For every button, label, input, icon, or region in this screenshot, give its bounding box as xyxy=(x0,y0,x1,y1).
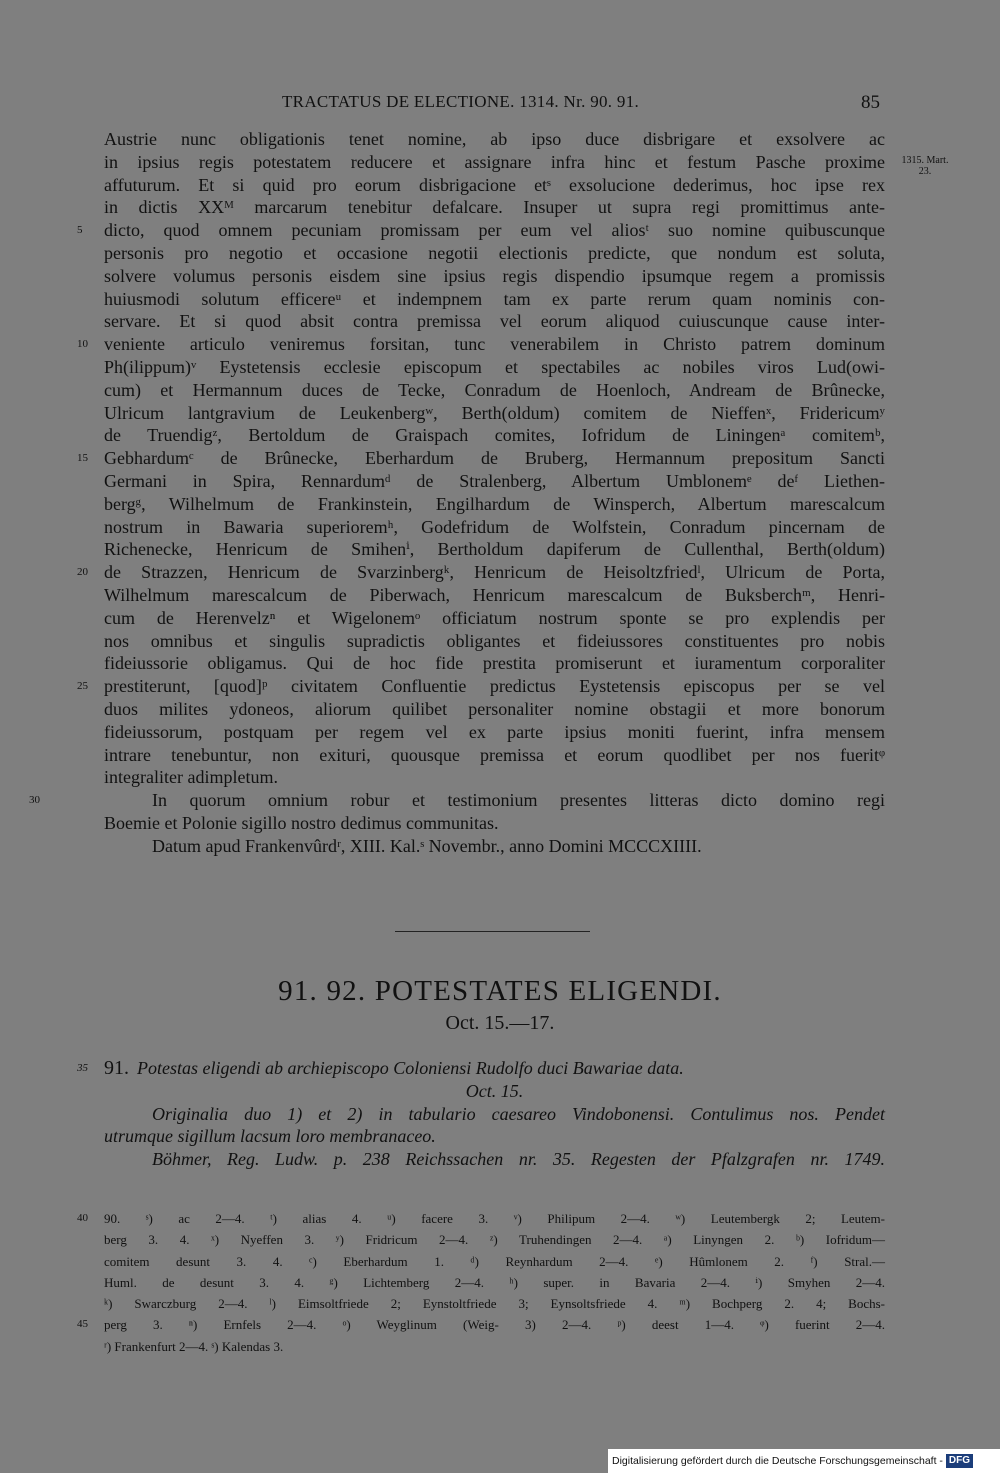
text-line xyxy=(104,607,885,630)
text-line xyxy=(104,652,885,675)
line-text: cum de Herenvelzⁿ et Wigelonemᵒ officiatum nostrum sponte se pro explendis per xyxy=(104,607,885,628)
line-text: servare. Et si quod absit contra premissa vel eorum aliquod cuiuscunque cause inter- xyxy=(104,311,885,332)
line-text: in ipsius regis potestatem reducere et assignare infra hinc et festum Pasche proxime xyxy=(104,151,885,172)
line-text: Gebhardumᶜ de Brûnecke, Eberhardum de Bruberg, Hermannum prepositum Sancti xyxy=(104,448,885,469)
text-line xyxy=(104,698,885,721)
bibliographic-reference: Böhmer, Reg. Ludw. p. 238 Reichssachen nr. 35. Regesten der Pfalzgrafen nr. 1749. xyxy=(152,1149,885,1170)
text-line xyxy=(104,470,885,493)
page-number: 85 xyxy=(861,92,880,113)
footnote-line xyxy=(104,1229,885,1250)
text-line xyxy=(77,675,885,698)
text-line xyxy=(104,812,885,835)
footnote-text: perg 3. ⁿ) Ernfels 2—4. ᵒ) Weyglinum (Weig- 3) 2—4. ᵖ) deest 1—4. ᵠ) fuerint 2—4. xyxy=(104,1317,885,1333)
text-line xyxy=(104,310,885,333)
text-line xyxy=(104,516,885,539)
running-head xyxy=(0,92,1000,118)
line-text: cum) et Hermannum duces de Tecke, Conradum de Hoenloch, Andream de Brûnecke, xyxy=(104,379,885,400)
marginal-date-note: 1315. Mart. 23. xyxy=(901,155,949,177)
text-line xyxy=(104,744,885,767)
text-line xyxy=(77,219,885,242)
text-line xyxy=(104,151,885,174)
text-line xyxy=(104,379,885,402)
line-text: integraliter adimpletum. xyxy=(104,767,278,788)
source-description-2: utrumque sigillum lacsum loro membranaceo. xyxy=(104,1126,436,1147)
line-text: fideiussorie obligamus. Qui de hoc fide prestita promiserunt et iuramentum corporaliter xyxy=(104,653,885,674)
line-text: solvere volumus personis eisdem sine ipsius regis dispendio ipsumque regem a promissis xyxy=(104,265,885,286)
text-line xyxy=(104,835,885,858)
text-line xyxy=(104,265,885,288)
footnote-text: berg 3. 4. ˣ) Nyeffen 3. ʸ) Fridricum 2—4. ᶻ) Truhendingen 2—4. ᵃ) Linyngen 2. ᵇ) Iofridum— xyxy=(104,1232,885,1248)
dfg-logo: DFG xyxy=(946,1454,973,1468)
text-line xyxy=(104,538,885,561)
text-line xyxy=(104,493,885,516)
section-title: 91. 92. POTESTATES ELIGENDI. xyxy=(278,975,722,1007)
footnote-line xyxy=(104,1293,885,1314)
text-line xyxy=(77,447,885,470)
line-number: 45 xyxy=(77,1318,88,1331)
line-text: prestiterunt, [quod]ᵖ civitatem Confluentie predictus Eystetensis episcopus per se vel xyxy=(104,676,885,697)
footnote-line xyxy=(77,1314,885,1335)
line-text: in dictis XXᴹ marcarum tenebitur defalcare. Insuper ut supra regi promittimus ante- xyxy=(104,197,885,218)
footnote-line xyxy=(77,1208,885,1229)
document-title-line xyxy=(77,1057,885,1080)
line-text: personis pro negotio et occasione negotii electionis predicte, que nondum est soluta, xyxy=(104,242,885,263)
line-text: fideiussorum, postquam per regem vel ex parte ipsius moniti fuerint, infra mensem xyxy=(104,721,885,742)
document-number: 91. xyxy=(104,1057,129,1079)
footnote-text: 90. ˢ) ac 2—4. ᵗ) alias 4. ᵘ) facere 3. ᵛ) Philipum 2—4. ʷ) Leutembergk 2; Leutem- xyxy=(104,1211,885,1226)
footnote-line xyxy=(104,1251,885,1272)
text-line xyxy=(104,402,885,425)
text-line xyxy=(104,242,885,265)
line-text: Austrie nunc obligationis tenet nomine, ab ipso duce disbrigare et exsolvere ac xyxy=(104,129,885,149)
line-text: nos omnibus et singulis supradictis obligantes et fideiussores constituentes pro nobis xyxy=(104,630,885,651)
line-text: de Truendigᶻ, Bertoldum de Graispach comites, Iofridum de Liningenᵃ comitemᵇ, xyxy=(104,425,885,446)
line-text: affuturum. Et si quid pro eorum disbrigacione etˢ exsolucione dederimus, hoc ipse rex xyxy=(104,174,885,195)
document-head xyxy=(77,1057,885,1171)
line-text: dicto, quod omnem pecuniam promissam per eum vel aliosᵗ suo nomine quibuscunque xyxy=(104,220,885,241)
section-divider xyxy=(395,931,590,934)
line-number: 15 xyxy=(77,452,88,465)
line-number: 30 xyxy=(29,794,40,807)
text-line xyxy=(29,789,885,812)
line-number: 20 xyxy=(77,566,88,579)
line-text: Richenecke, Henricum de Smihenⁱ, Bertholdum dapiferum de Cullenthal, Berth(oldum) xyxy=(104,539,885,560)
section-dates: Oct. 15.—17. xyxy=(445,1012,555,1034)
line-text: de Strazzen, Henricum de Svarzinbergᵏ, Henricum de Heisoltzfriedˡ, Ulricum de Porta, xyxy=(104,562,885,583)
line-text: Datum apud Frankenvûrdʳ, XIII. Kal.ˢ Novembr., anno Domini MCCCXIIII. xyxy=(152,835,702,856)
document-date: Oct. 15. xyxy=(465,1080,524,1101)
line-text: huiusmodi solutum efficereᵘ et indempnem tam ex parte rerum quam nominis con- xyxy=(104,288,885,309)
text-line xyxy=(104,174,885,197)
line-number: 25 xyxy=(77,680,88,693)
line-text: duos milites ydoneos, aliorum quilibet personaliter nomine obstagii et more bonorum xyxy=(104,698,885,719)
line-number: 40 xyxy=(77,1212,88,1224)
digitization-footer xyxy=(608,1449,1000,1473)
text-line xyxy=(104,196,885,219)
text-line xyxy=(104,424,885,447)
line-number: 35 xyxy=(77,1062,88,1074)
text-line xyxy=(104,721,885,744)
line-number: 10 xyxy=(77,338,88,351)
line-text: Boemie et Polonie sigillo nostro dedimus communitas. xyxy=(104,812,499,833)
text-line xyxy=(104,128,885,151)
charter-text xyxy=(29,128,885,858)
footnote-line xyxy=(104,1272,885,1293)
line-number: 5 xyxy=(77,224,83,237)
document-title: Potestas eligendi ab archiepiscopo Coloniensi Rudolfo duci Bawariae data. xyxy=(137,1058,684,1078)
line-text: nostrum in Bawaria superioremʰ, Godefridum de Wolfstein, Conradum pincernam de xyxy=(104,516,885,537)
text-line xyxy=(104,288,885,311)
line-text: In quorum omnium robur et testimonium presentes litteras dicto domino regi xyxy=(152,790,885,811)
footnote-text: Huml. de desunt 3. 4. ᵍ) Lichtemberg 2—4. ʰ) super. in Bavaria 2—4. ⁱ) Smyhen 2—4. xyxy=(104,1274,885,1290)
text-line xyxy=(104,630,885,653)
text-line xyxy=(104,584,885,607)
line-text: Ph(ilippum)ᵛ Eystetensis ecclesie episcopum et spectabiles ac nobiles viros Lud(owi- xyxy=(104,356,885,377)
text-line xyxy=(77,333,885,356)
footnote-text: ᵏ) Swarczburg 2—4. ˡ) Eimsoltfriede 2; Eynstoltfriede 3; Eynsoltsfriede 4. ᵐ) Bochperg 2. 4; Bochs- xyxy=(104,1296,885,1312)
source-description-1: Originalia duo 1) et 2) in tabulario caesareo Vindobonensi. Contulimus nos. Pendet xyxy=(152,1103,885,1124)
footnote-line xyxy=(104,1336,885,1357)
line-text: bergᵍ, Wilhelmum de Frankinstein, Engilhardum de Winsperch, Albertum marescalcum xyxy=(104,493,885,514)
line-text: intrare tenebuntur, non exituri, quousque premissa et eorum quodlibet per nos fueritᵠ xyxy=(104,744,885,765)
line-text: Ulricum lantgravium de Leukenbergʷ, Berth(oldum) comitem de Nieffenˣ, Fridericumʸ xyxy=(104,402,885,423)
footer-text: Digitalisierung gefördert durch die Deutsche Forschungsgemeinschaft - xyxy=(612,1455,943,1467)
line-text: Germani in Spira, Rennardumᵈ de Stralenberg, Albertum Umblonemᵉ deᶠ Liethen- xyxy=(104,470,885,491)
text-line xyxy=(77,561,885,584)
text-line xyxy=(104,356,885,379)
line-text: Wilhelmum marescalcum de Piberwach, Henricum marescalcum de Buksberchᵐ, Henri- xyxy=(104,584,885,605)
footnote-text: comitem desunt 3. 4. ᶜ) Eberhardum 1. ᵈ) Reynhardum 2—4. ᵉ) Hûmlonem 2. ᶠ) Stral.— xyxy=(104,1253,885,1269)
footnote-text: ʳ) Frankenfurt 2—4. ˢ) Kalendas 3. xyxy=(104,1338,284,1354)
text-line xyxy=(104,766,885,789)
running-title: TRACTATUS DE ELECTIONE. 1314. Nr. 90. 91. xyxy=(282,92,640,111)
footnotes xyxy=(77,1208,885,1357)
line-text: veniente articulo veniremus forsitan, tunc venerabilem in Christo patrem dominum xyxy=(104,334,885,355)
